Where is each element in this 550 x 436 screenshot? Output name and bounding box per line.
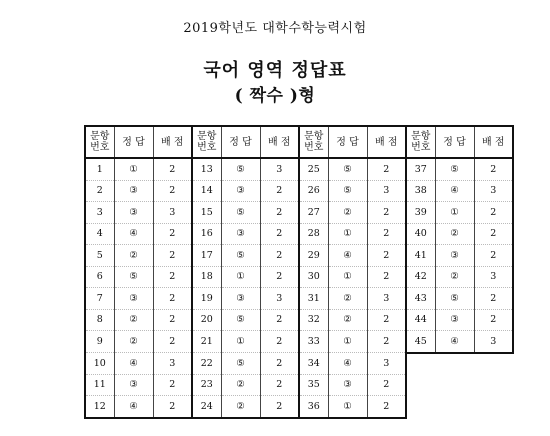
score-value: 3 bbox=[260, 158, 299, 180]
answer-value: ⑤ bbox=[114, 266, 153, 288]
score-value: 3 bbox=[153, 202, 192, 224]
question-number: 1 bbox=[85, 158, 114, 180]
answer-value: ① bbox=[114, 158, 153, 180]
table-row bbox=[85, 309, 513, 331]
answer-table bbox=[84, 125, 514, 419]
score-value: 3 bbox=[153, 353, 192, 375]
score-value: 2 bbox=[474, 245, 513, 267]
empty-cell bbox=[406, 353, 435, 375]
question-number: 16 bbox=[192, 223, 221, 245]
empty-cell bbox=[406, 396, 435, 418]
answer-value: ④ bbox=[328, 353, 367, 375]
header-row bbox=[85, 126, 513, 158]
question-number: 5 bbox=[85, 245, 114, 267]
score-value: 2 bbox=[474, 309, 513, 331]
table-row bbox=[85, 158, 513, 180]
empty-cell bbox=[435, 396, 474, 418]
header-number: 문항 번호 bbox=[85, 126, 114, 158]
answer-value: ② bbox=[114, 245, 153, 267]
question-number: 28 bbox=[299, 223, 328, 245]
question-number: 37 bbox=[406, 158, 435, 180]
exam-type: ( 짝수 )형 bbox=[234, 86, 316, 106]
empty-cell bbox=[406, 374, 435, 396]
score-value: 2 bbox=[153, 158, 192, 180]
score-value: 2 bbox=[153, 396, 192, 418]
empty-cell bbox=[474, 374, 513, 396]
question-number: 31 bbox=[299, 288, 328, 310]
score-value: 2 bbox=[474, 158, 513, 180]
score-value: 2 bbox=[153, 223, 192, 245]
score-value: 2 bbox=[474, 223, 513, 245]
answer-value: ③ bbox=[328, 374, 367, 396]
score-value: 3 bbox=[474, 266, 513, 288]
answer-value: ① bbox=[328, 396, 367, 418]
score-value: 2 bbox=[260, 266, 299, 288]
question-number: 24 bbox=[192, 396, 221, 418]
question-number: 22 bbox=[192, 353, 221, 375]
table-row bbox=[85, 288, 513, 310]
question-number: 30 bbox=[299, 266, 328, 288]
table-row bbox=[85, 331, 513, 353]
score-value: 2 bbox=[153, 245, 192, 267]
score-value: 2 bbox=[367, 374, 406, 396]
header-number: 문항 번호 bbox=[299, 126, 328, 158]
question-number: 8 bbox=[85, 309, 114, 331]
question-number: 13 bbox=[192, 158, 221, 180]
answer-value: ⑤ bbox=[328, 158, 367, 180]
table-row bbox=[85, 374, 513, 396]
table-row bbox=[85, 353, 513, 375]
question-number: 36 bbox=[299, 396, 328, 418]
answer-value: ④ bbox=[114, 353, 153, 375]
score-value: 2 bbox=[153, 374, 192, 396]
table-row bbox=[85, 396, 513, 418]
answer-value: ① bbox=[221, 331, 260, 353]
answer-value: ② bbox=[221, 374, 260, 396]
score-value: 2 bbox=[260, 353, 299, 375]
answer-value: ⑤ bbox=[221, 245, 260, 267]
score-value: 2 bbox=[153, 331, 192, 353]
question-number: 17 bbox=[192, 245, 221, 267]
score-value: 3 bbox=[474, 331, 513, 353]
answer-value: ③ bbox=[435, 245, 474, 267]
score-value: 2 bbox=[153, 266, 192, 288]
answer-value: ④ bbox=[114, 223, 153, 245]
question-number: 15 bbox=[192, 202, 221, 224]
answer-value: ⑤ bbox=[221, 309, 260, 331]
question-number: 21 bbox=[192, 331, 221, 353]
score-value: 2 bbox=[367, 223, 406, 245]
answer-value: ① bbox=[328, 331, 367, 353]
answer-value: ② bbox=[328, 309, 367, 331]
question-number: 6 bbox=[85, 266, 114, 288]
table-row bbox=[85, 223, 513, 245]
question-number: 7 bbox=[85, 288, 114, 310]
answer-value: ⑤ bbox=[221, 353, 260, 375]
header-score: 배 점 bbox=[153, 126, 192, 158]
answer-value: ③ bbox=[221, 223, 260, 245]
answer-value: ③ bbox=[221, 180, 260, 202]
header-answer: 정 답 bbox=[221, 126, 260, 158]
answer-value: ② bbox=[435, 223, 474, 245]
question-number: 20 bbox=[192, 309, 221, 331]
score-value: 2 bbox=[367, 245, 406, 267]
question-number: 2 bbox=[85, 180, 114, 202]
answer-value: ③ bbox=[114, 374, 153, 396]
answer-value: ② bbox=[114, 331, 153, 353]
question-number: 9 bbox=[85, 331, 114, 353]
header-answer: 정 답 bbox=[114, 126, 153, 158]
answer-value: ③ bbox=[435, 309, 474, 331]
question-number: 26 bbox=[299, 180, 328, 202]
score-value: 2 bbox=[367, 309, 406, 331]
header-score: 배 점 bbox=[260, 126, 299, 158]
exam-subtitle: 2019학년도 대학수학능력시험 bbox=[183, 21, 367, 36]
question-number: 34 bbox=[299, 353, 328, 375]
answer-value: ② bbox=[114, 309, 153, 331]
question-number: 39 bbox=[406, 202, 435, 224]
answer-value: ② bbox=[328, 288, 367, 310]
empty-cell bbox=[474, 396, 513, 418]
question-number: 19 bbox=[192, 288, 221, 310]
answer-value: ② bbox=[435, 266, 474, 288]
score-value: 2 bbox=[367, 396, 406, 418]
header-score: 배 점 bbox=[367, 126, 406, 158]
score-value: 3 bbox=[260, 288, 299, 310]
empty-cell bbox=[435, 353, 474, 375]
answer-value: ⑤ bbox=[221, 202, 260, 224]
header-answer: 정 답 bbox=[435, 126, 474, 158]
answer-value: ② bbox=[221, 396, 260, 418]
score-value: 2 bbox=[260, 202, 299, 224]
question-number: 45 bbox=[406, 331, 435, 353]
question-number: 43 bbox=[406, 288, 435, 310]
question-number: 40 bbox=[406, 223, 435, 245]
score-value: 3 bbox=[474, 180, 513, 202]
answer-value: ⑤ bbox=[435, 158, 474, 180]
answer-value: ① bbox=[221, 266, 260, 288]
score-value: 3 bbox=[367, 288, 406, 310]
question-number: 44 bbox=[406, 309, 435, 331]
question-number: 32 bbox=[299, 309, 328, 331]
question-number: 23 bbox=[192, 374, 221, 396]
question-number: 25 bbox=[299, 158, 328, 180]
question-number: 3 bbox=[85, 202, 114, 224]
answer-value: ④ bbox=[435, 180, 474, 202]
answer-value: ③ bbox=[221, 288, 260, 310]
question-number: 10 bbox=[85, 353, 114, 375]
empty-cell bbox=[474, 353, 513, 375]
question-number: 14 bbox=[192, 180, 221, 202]
question-number: 29 bbox=[299, 245, 328, 267]
answer-value: ⑤ bbox=[435, 288, 474, 310]
score-value: 2 bbox=[153, 180, 192, 202]
question-number: 38 bbox=[406, 180, 435, 202]
header-score: 배 점 bbox=[474, 126, 513, 158]
score-value: 2 bbox=[260, 331, 299, 353]
score-value: 3 bbox=[367, 353, 406, 375]
table-row bbox=[85, 202, 513, 224]
score-value: 2 bbox=[260, 374, 299, 396]
answer-value: ④ bbox=[114, 396, 153, 418]
question-number: 27 bbox=[299, 202, 328, 224]
score-value: 2 bbox=[260, 396, 299, 418]
answer-grid bbox=[84, 125, 514, 419]
answer-value: ④ bbox=[328, 245, 367, 267]
header-answer: 정 답 bbox=[328, 126, 367, 158]
score-value: 2 bbox=[474, 202, 513, 224]
question-number: 33 bbox=[299, 331, 328, 353]
answer-value: ① bbox=[328, 266, 367, 288]
table-row bbox=[85, 180, 513, 202]
question-number: 18 bbox=[192, 266, 221, 288]
score-value: 2 bbox=[260, 309, 299, 331]
score-value: 2 bbox=[153, 309, 192, 331]
question-number: 11 bbox=[85, 374, 114, 396]
answer-value: ③ bbox=[114, 180, 153, 202]
answer-value: ③ bbox=[114, 202, 153, 224]
question-number: 42 bbox=[406, 266, 435, 288]
question-number: 35 bbox=[299, 374, 328, 396]
table-row bbox=[85, 245, 513, 267]
question-number: 12 bbox=[85, 396, 114, 418]
score-value: 2 bbox=[367, 158, 406, 180]
answer-value: ① bbox=[435, 202, 474, 224]
question-number: 41 bbox=[406, 245, 435, 267]
table-row bbox=[85, 266, 513, 288]
score-value: 2 bbox=[367, 202, 406, 224]
header-number: 문항 번호 bbox=[406, 126, 435, 158]
score-value: 2 bbox=[474, 288, 513, 310]
score-value: 2 bbox=[367, 266, 406, 288]
answer-value: ④ bbox=[435, 331, 474, 353]
answer-value: ⑤ bbox=[221, 158, 260, 180]
score-value: 2 bbox=[260, 223, 299, 245]
answer-value: ③ bbox=[114, 288, 153, 310]
header-number: 문항 번호 bbox=[192, 126, 221, 158]
score-value: 2 bbox=[367, 331, 406, 353]
question-number: 4 bbox=[85, 223, 114, 245]
empty-cell bbox=[435, 374, 474, 396]
score-value: 2 bbox=[260, 180, 299, 202]
answer-value: ⑤ bbox=[328, 180, 367, 202]
score-value: 3 bbox=[367, 180, 406, 202]
answer-value: ② bbox=[328, 202, 367, 224]
page-title: 국어 영역 정답표 bbox=[203, 60, 347, 81]
answer-value: ① bbox=[328, 223, 367, 245]
score-value: 2 bbox=[153, 288, 192, 310]
score-value: 2 bbox=[260, 245, 299, 267]
